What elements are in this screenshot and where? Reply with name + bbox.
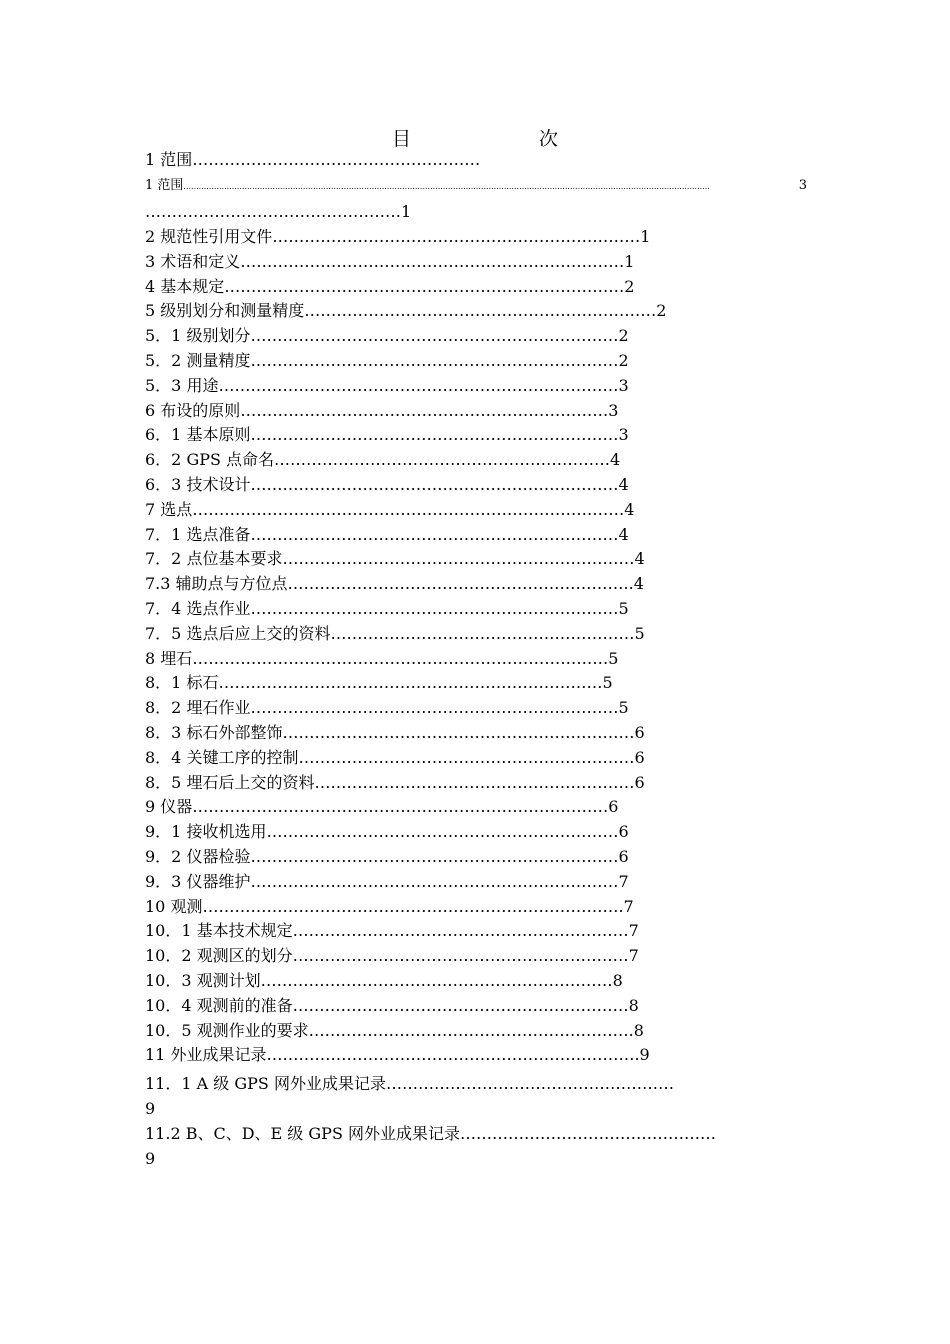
toc-entry-label: 8．1 标石 <box>145 673 219 693</box>
toc-entry-dots: …………………………………………………………… <box>250 698 619 718</box>
toc-entry-page: 9 <box>145 1099 156 1118</box>
toc-entry-label: 11．1 A 级 GPS 网外业成果记录 <box>145 1074 386 1093</box>
toc-entry-dots: ………………………………………………………… <box>304 301 657 321</box>
toc-nested-label: 1 范围 <box>145 178 184 193</box>
toc-entry-page: 4 <box>610 450 621 470</box>
toc-entry-label: 9．1 接收机选用 <box>145 822 267 842</box>
toc-entry-page: 6 <box>608 797 619 817</box>
toc-entry-page: 9 <box>145 1149 156 1168</box>
toc-entry-page: 5 <box>634 623 645 643</box>
toc-wrapped-entry <box>145 1072 674 1096</box>
toc-entry-page: 6 <box>634 723 645 742</box>
toc-entry <box>145 250 634 274</box>
toc-entry-page: 6 <box>618 847 629 866</box>
toc-entry-page: 7 <box>618 871 629 891</box>
toc-entry-dots: ……………………………………………………… <box>298 747 635 767</box>
toc-entry-label: 5．2 测量精度 <box>145 351 251 370</box>
toc-entry <box>145 523 629 547</box>
toc-entry-label: 5．3 用途 <box>145 375 219 395</box>
toc-entry-label: 7．2 点位基本要求 <box>145 549 283 569</box>
toc-entry-label: 11.2 B、C、D、E 级 GPS 网外业成果记录 <box>145 1124 460 1143</box>
toc-continuation-dots: ………………………………………… <box>145 202 401 221</box>
toc-entry-label: 1 范围 <box>145 150 193 169</box>
toc-entry-dots: …………………………………………………… <box>314 772 635 792</box>
toc-entry-label: 9．2 仪器检验 <box>145 847 251 866</box>
toc-entry-page: 4 <box>618 524 629 544</box>
toc-entry-label: 5 级别划分和测量精度 <box>145 301 305 321</box>
toc-entry <box>145 547 645 571</box>
toc-entry-page: 5 <box>608 648 619 668</box>
toc-entry <box>145 597 629 621</box>
toc-entry-label: 7．5 选点后应上交的资料 <box>145 623 331 643</box>
toc-entry-dots: …………………………………………………………… <box>250 871 619 891</box>
toc-entry <box>145 746 645 770</box>
toc-wrapped-page-line <box>145 1147 155 1171</box>
toc-entry-dots: ………………………………………………………………… <box>224 276 625 296</box>
toc-entry-label: 8 埋石 <box>145 648 193 668</box>
toc-entry-dots: ……………………………………………………………………. <box>202 896 624 916</box>
toc-entry <box>145 1043 650 1067</box>
toc-entry <box>145 349 629 373</box>
toc-entry <box>145 423 629 447</box>
toc-entry-page: 8 <box>612 971 623 990</box>
toc-entry <box>145 572 644 596</box>
toc-entry-dots: …………………………………………………………… <box>272 227 641 246</box>
toc-entry-page: 5 <box>618 698 629 718</box>
toc-entry-page: 5 <box>602 673 613 693</box>
toc-entry-dots: ………………………………………………………… <box>282 723 635 742</box>
toc-entry-dots: ……………………………………………………………. <box>266 1045 640 1065</box>
toc-entry-label: 6．1 基本原则 <box>145 425 251 445</box>
toc-entry-page: 8 <box>628 995 639 1015</box>
toc-entry-page: 1 <box>624 251 635 271</box>
toc-entry-page: 4 <box>624 499 635 519</box>
toc-entry-label: 10．3 观测计划 <box>145 971 261 990</box>
toc-nested-dots: ............................................................................................................................................................................................................... <box>183 182 710 191</box>
toc-entry-label: 7 选点 <box>145 499 193 519</box>
toc-entry-dots: …………………………………………………………… <box>250 351 619 370</box>
toc-entry <box>145 622 645 646</box>
toc-entry-page: 6 <box>618 822 629 842</box>
toc-entry-label: 9 仪器 <box>145 797 193 817</box>
toc-entry <box>145 374 629 398</box>
toc-entry-dots: …………………………………………………………… <box>250 524 619 544</box>
toc-entry <box>145 895 634 919</box>
toc-entry <box>145 721 645 745</box>
toc-entry-dots: ……………………………………………………….. <box>287 574 634 594</box>
toc-entry-label: 10 观测 <box>145 896 203 916</box>
toc-entry-dots: ……………………………………………………… <box>274 450 611 470</box>
toc-continuation <box>145 200 411 224</box>
toc-entry-label: 10．5 观测作业的要求 <box>145 1020 309 1040</box>
toc-entry-label: 10．4 观测前的准备 <box>145 995 293 1015</box>
toc-entry <box>145 148 480 172</box>
toc-entry <box>145 771 645 795</box>
toc-entry-page: 6 <box>634 747 645 767</box>
toc-entry <box>145 944 639 968</box>
toc-entry <box>145 820 629 844</box>
toc-entry <box>145 696 629 720</box>
toc-nested-page: 3 <box>798 178 807 193</box>
toc-entry-label: 8．2 埋石作业 <box>145 698 251 718</box>
toc-entry-dots: …………………………………………………………………… <box>192 648 609 668</box>
toc-entry-page: 7 <box>628 946 639 966</box>
toc-entry <box>145 225 650 249</box>
toc-entry-page: 1 <box>640 227 651 246</box>
toc-entry-page: 3 <box>618 375 629 395</box>
toc-entry-page: 6 <box>634 772 645 792</box>
toc-entry-dots: …………………………………………………………… <box>250 599 619 618</box>
toc-entry-page: 2 <box>624 276 635 296</box>
toc-entry-page: 7 <box>628 921 639 941</box>
toc-entry-label: 6．3 技术设计 <box>145 475 251 494</box>
toc-entry-dots: ………………………………………………………… <box>260 971 613 990</box>
toc-entry-dots: ………………………………………………………… <box>266 822 619 842</box>
toc-entry <box>145 870 629 894</box>
toc-entry-page: 7 <box>623 896 634 916</box>
toc-entry-label: 7.3 辅助点与方位点 <box>145 574 288 594</box>
toc-entry-dots: ……………………………………………………………… <box>240 251 625 271</box>
toc-entry-label: 8．5 埋石后上交的资料 <box>145 772 315 792</box>
toc-entry-label: 9．3 仪器维护 <box>145 871 251 891</box>
toc-entry-page: 2 <box>618 326 629 346</box>
toc-entry <box>145 448 620 472</box>
toc-entry-label: 3 术语和定义 <box>145 251 241 271</box>
toc-entry <box>145 299 666 323</box>
toc-entry-dots: ……………………………………………………………………… <box>192 499 625 519</box>
toc-nested-entry <box>145 177 807 196</box>
toc-entry-dots: ………………………………………… <box>460 1124 716 1143</box>
toc-entry-page: 2 <box>656 301 667 321</box>
toc-entry-dots: …………………………………………………………… <box>250 847 619 866</box>
toc-entry-label: 7．1 选点准备 <box>145 524 251 544</box>
toc-entry-dots: ………………………………………………………… <box>282 549 635 569</box>
toc-entry <box>145 399 618 423</box>
toc-entry <box>145 1019 644 1043</box>
toc-entry-dots: …………………………………………………………… <box>250 475 619 494</box>
toc-entry-label: 6 布设的原则 <box>145 400 241 420</box>
toc-entry-page: 3 <box>618 425 629 445</box>
toc-wrapped-entry <box>145 1122 716 1146</box>
toc-entry <box>145 671 613 695</box>
toc-entry <box>145 275 634 299</box>
toc-entry <box>145 919 639 943</box>
toc-entry-dots: …………………………………………………………………… <box>192 797 609 817</box>
toc-entry <box>145 845 629 869</box>
toc-entry-page: 2 <box>618 351 629 370</box>
toc-continuation-page: 1 <box>401 202 412 221</box>
toc-entry-page: 4 <box>633 574 644 594</box>
toc-entry <box>145 324 629 348</box>
toc-entry-label: 4 基本规定 <box>145 276 225 296</box>
toc-entry <box>145 473 629 497</box>
toc-entry-dots: ………………………………………………… <box>330 623 635 643</box>
toc-entry-dots: ……………………………………………………………… <box>218 673 603 693</box>
toc-entry-page: 4 <box>634 549 645 569</box>
toc-entry-label: 10．2 观测区的划分 <box>145 946 293 966</box>
toc-entry-label: 5．1 级别划分 <box>145 326 251 346</box>
toc-entry-dots: ……………………………………………………… <box>292 995 629 1015</box>
toc-entry <box>145 795 618 819</box>
toc-entry-dots: …………………………………………………………… <box>250 425 619 445</box>
toc-entry-label: 11 外业成果记录 <box>145 1045 267 1065</box>
toc-entry-dots: …………………………………………………………… <box>240 400 609 420</box>
toc-entry-dots: …………………………………………………………… <box>250 326 619 346</box>
toc-entry-label: 10．1 基本技术规定 <box>145 921 293 941</box>
toc-entry-page: 4 <box>618 475 629 494</box>
toc-entry-label: 8．3 标石外部整饰 <box>145 723 283 742</box>
toc-entry-dots: ……………………………………………………. <box>308 1020 634 1040</box>
toc-entry-page: 8 <box>633 1020 644 1040</box>
toc-entry <box>145 498 634 522</box>
toc-wrapped-page-line <box>145 1097 155 1121</box>
toc-entry-label: 6．2 GPS 点命名 <box>145 450 275 470</box>
toc-entry-dots: ………………………………………………………………… <box>218 375 619 395</box>
toc-entry-page: 9 <box>639 1045 650 1065</box>
toc-entry-page: 5 <box>618 599 629 618</box>
toc-entry-dots: ……………………………………………………… <box>292 921 629 941</box>
toc-entry-dots: ……………………………………………… <box>192 150 481 169</box>
toc-entry <box>145 969 623 993</box>
toc-entry-dots: ……………………………………………………… <box>292 946 629 966</box>
toc-title: 目 次 <box>391 128 588 150</box>
toc-entry-dots: ……………………………………………… <box>385 1074 674 1093</box>
toc-entry <box>145 647 618 671</box>
toc-entry-label: 8．4 关键工序的控制 <box>145 747 299 767</box>
toc-entry-page: 3 <box>608 400 619 420</box>
toc-entry <box>145 994 639 1018</box>
toc-entry-label: 7．4 选点作业 <box>145 599 251 618</box>
toc-entry-label: 2 规范性引用文件 <box>145 227 273 246</box>
